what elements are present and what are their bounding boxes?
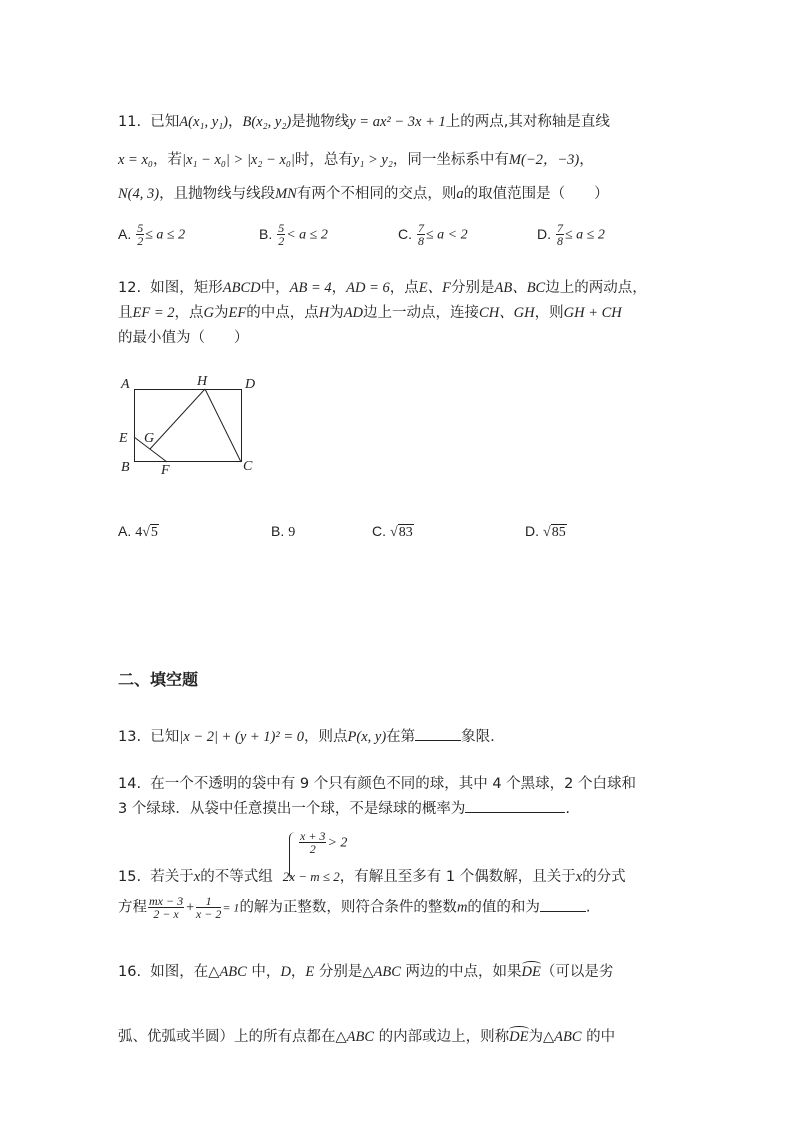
fraction [277, 222, 285, 247]
fraction [148, 895, 184, 920]
label-b: B [121, 460, 130, 475]
q11-line1 [118, 110, 610, 131]
option-label: D. [525, 523, 539, 539]
q16-text: 弧、优弧或半圆）上的所有点都在△ [118, 1029, 347, 1045]
point-p: P(x, y) [347, 729, 387, 745]
q12-option-a[interactable] [118, 523, 159, 541]
ad-length: AD = 6 [346, 280, 390, 296]
q11-option-c[interactable] [398, 222, 468, 247]
option-label: A. [118, 225, 132, 242]
y-condition: y₁ > y₂ [352, 152, 393, 168]
q11-text: 的取值范围是（ ） [463, 186, 609, 202]
q11-option-b[interactable] [259, 222, 328, 247]
q13-text: 象限. [461, 729, 495, 745]
q11-text: ，同一坐标系中有 [392, 152, 509, 168]
point-h: H [318, 305, 330, 321]
q14-text: 在一个不透明的袋中有 9 个只有颜色不同的球，其中 4 个黑球，2 个白球和 [150, 776, 637, 792]
numerator: 1 [196, 895, 221, 908]
q12-text: ，点 [389, 280, 419, 296]
option-text: ≤ a ≤ 2 [565, 227, 605, 243]
q16-text: 的中 [581, 1029, 616, 1045]
q13-text: ，则点 [304, 729, 348, 745]
q12-text: 为 [213, 305, 229, 321]
q13-number: 13. [118, 729, 142, 745]
var-x: x [193, 869, 201, 885]
q15-text: 方程 [118, 899, 147, 916]
rect-abcd: ABCD [222, 280, 261, 296]
q16-text: 分别是△ [314, 964, 374, 980]
var-x: x [575, 869, 583, 885]
q11-text: 是抛物线 [291, 114, 350, 130]
q13-expression: |x − 2| + (y + 1)² = 0 [179, 729, 305, 745]
q12-text: 中， [260, 280, 290, 296]
option-label: C. [398, 225, 412, 242]
points-ef: E、F [418, 280, 451, 296]
q12-option-d[interactable] [525, 523, 567, 541]
q11-text: ，且抛物线与线段 [159, 186, 276, 202]
fraction [556, 222, 564, 247]
label-g: G [144, 431, 155, 446]
sum-gh-ch: GH + CH [563, 305, 622, 321]
q12-text: 如图，矩形 [150, 280, 223, 296]
point-a: A(x₁, y₁) [179, 114, 228, 130]
q14-line2 [118, 797, 570, 818]
label-d: D [245, 377, 256, 392]
q16-line2 [118, 1025, 615, 1046]
q14-line1 [118, 772, 636, 793]
q15-text: 的解为正整数，则符合条件的整数 [239, 899, 457, 916]
q11-line3 [118, 182, 609, 203]
q11-option-d[interactable] [537, 222, 605, 247]
label-c: C [243, 459, 253, 474]
side-ad: AD [343, 305, 364, 321]
q16-text: 为△ [528, 1029, 555, 1045]
option-label: D. [537, 225, 551, 242]
fraction [417, 222, 425, 247]
var-a: a [456, 186, 464, 202]
point-n: N(4, 3) [118, 186, 160, 202]
q11-number: 11. [118, 114, 142, 130]
answer-blank[interactable] [465, 798, 565, 813]
q11-option-a[interactable] [118, 222, 185, 247]
denominator: x − 2 [195, 907, 222, 921]
triangle-abc: ABC [219, 964, 247, 980]
triangle-abc: ABC [554, 1029, 582, 1045]
point-e: E [305, 964, 315, 980]
numerator: 5 [137, 221, 144, 235]
q13-line [118, 725, 495, 746]
q11-text: 时，总有 [294, 152, 353, 168]
sides-ab-bc: AB、BC [494, 280, 546, 296]
inequality-2: 2x − m ≤ 2 [282, 869, 340, 884]
q15-line1 [118, 865, 626, 886]
rect-shape [135, 390, 242, 462]
option-text: ≤ a < 2 [426, 227, 468, 243]
option-label: A. [118, 523, 132, 539]
q12-text: ，则 [534, 305, 564, 321]
q11-text: ， [228, 114, 243, 130]
q16-line1 [118, 960, 613, 981]
q15-text: ，有解且至多有 1 个偶数解，且关于 [339, 869, 576, 885]
q12-text: ， [331, 280, 347, 296]
sqrt-expr: √83 [390, 525, 413, 540]
triangle-abc: ABC [346, 1029, 375, 1045]
denominator: 2 − x [153, 907, 179, 921]
q13-text: 在第 [386, 729, 416, 745]
radicand: 85 [551, 525, 566, 540]
ef-length: EF = 2 [132, 305, 175, 321]
option-label: C. [372, 523, 386, 539]
fraction [299, 830, 326, 855]
plus-sign: + [185, 899, 195, 916]
equation-rest: = 1 [222, 900, 240, 915]
segment-mn: MN [275, 186, 297, 202]
q11-text: 已知 [150, 114, 180, 130]
segment-ef: EF [228, 305, 247, 321]
rectangle-figure [115, 372, 265, 482]
q15-text: . [585, 899, 591, 916]
inequality-rest: > 2 [327, 835, 348, 851]
label-f: F [161, 463, 170, 478]
q14-number: 14. [118, 776, 142, 792]
q11-line2 [118, 148, 594, 169]
q12-text: 边上一动点，连接 [363, 305, 480, 321]
arc-de: DE [509, 1029, 529, 1045]
numerator: x + 3 [300, 829, 326, 843]
inequality-1 [298, 830, 347, 855]
fraction [136, 222, 144, 247]
q16-text: ， [290, 964, 306, 980]
q12-text: 且 [118, 305, 133, 321]
q15-line2 [118, 895, 591, 920]
denominator: 2 [309, 842, 316, 856]
q15-number: 15. [118, 869, 142, 885]
label-a: A [121, 377, 130, 392]
label-h: H [197, 374, 208, 389]
q11-text: 上的两点,其对称轴是直线 [445, 114, 610, 130]
q14-text: . [565, 801, 570, 817]
q13-text: 已知 [150, 729, 180, 745]
point-g: G [203, 305, 214, 321]
radicand: 83 [398, 525, 413, 540]
sqrt-expr: 4√5 [135, 525, 158, 540]
q12-option-b[interactable] [271, 523, 295, 541]
label-e: E [119, 431, 128, 446]
numerator: mx − 3 [149, 894, 184, 908]
denominator: 2 [278, 234, 285, 248]
q12-line1 [118, 276, 647, 297]
q16-text: （可以是劣 [540, 964, 614, 980]
q12-text: 边上的两动点， [545, 280, 647, 296]
option-text: ≤ a ≤ 2 [145, 227, 186, 243]
q16-text: 的内部或边上，则称 [374, 1029, 510, 1045]
condition-formula: |x₁ − x₀| > |x₂ − x₀| [181, 152, 295, 168]
q12-line3 [118, 326, 249, 347]
q15-text: 的分式 [582, 869, 626, 885]
q12-text: ，点 [174, 305, 204, 321]
arc-de: DE [521, 964, 541, 980]
q16-number: 16. [118, 964, 142, 980]
q15-text: 的不等式组 [200, 869, 273, 885]
section-title: 二、填空题 [118, 670, 199, 689]
q12-text: 为 [329, 305, 344, 321]
answer-blank[interactable] [415, 726, 461, 741]
q12-text: 分别是 [450, 280, 495, 296]
q14-text: 3 个绿球．从袋中任意摸出一个球，不是绿球的概率为 [118, 801, 466, 817]
option-label: B. [271, 523, 285, 539]
q12-number: 12. [118, 280, 142, 296]
segment-gh-line [150, 389, 205, 449]
fraction [196, 895, 221, 920]
q16-text: 如图，在△ [150, 964, 220, 980]
q11-text: ， [579, 152, 594, 168]
numerator: 7 [557, 221, 563, 235]
q15-text: 的值的和为 [467, 899, 540, 916]
q11-text: ，若 [152, 152, 182, 168]
q12-option-c[interactable] [372, 523, 414, 541]
option-label: B. [259, 225, 273, 242]
triangle-abc: ABC [373, 964, 401, 980]
numerator: 7 [418, 221, 424, 235]
denominator: 8 [418, 234, 424, 248]
q16-text: 中， [246, 964, 281, 980]
parabola-formula: y = ax² − 3x + 1 [349, 114, 446, 130]
denominator: 8 [557, 234, 563, 248]
point-b: B(x₂, y₂) [242, 114, 292, 130]
segments-ch-gh: CH、GH [479, 305, 535, 321]
numerator: 5 [278, 221, 285, 235]
denominator: 2 [137, 234, 144, 248]
option-text: < a ≤ 2 [286, 227, 328, 243]
var-m: m [456, 899, 468, 916]
q15-text: 若关于 [150, 869, 194, 885]
point-m: M(−2，−3) [508, 152, 580, 168]
point-d: D [280, 964, 291, 980]
coefficient: 4 [135, 525, 143, 540]
q12-text: 的最小值为（ ） [118, 330, 249, 346]
option-value: 9 [288, 525, 296, 540]
q12-text: 的中点，点 [246, 305, 319, 321]
answer-blank[interactable] [540, 897, 586, 912]
sqrt-expr: √85 [543, 525, 566, 540]
ab-length: AB = 4 [289, 280, 332, 296]
radicand: 5 [150, 525, 158, 540]
segment-hc-line [205, 389, 241, 462]
q16-text: 两边的中点，如果 [400, 964, 522, 980]
q12-line2 [118, 301, 622, 322]
q11-text: 有两个不相同的交点，则 [296, 186, 457, 202]
axis-formula: x = x₀ [118, 152, 153, 168]
